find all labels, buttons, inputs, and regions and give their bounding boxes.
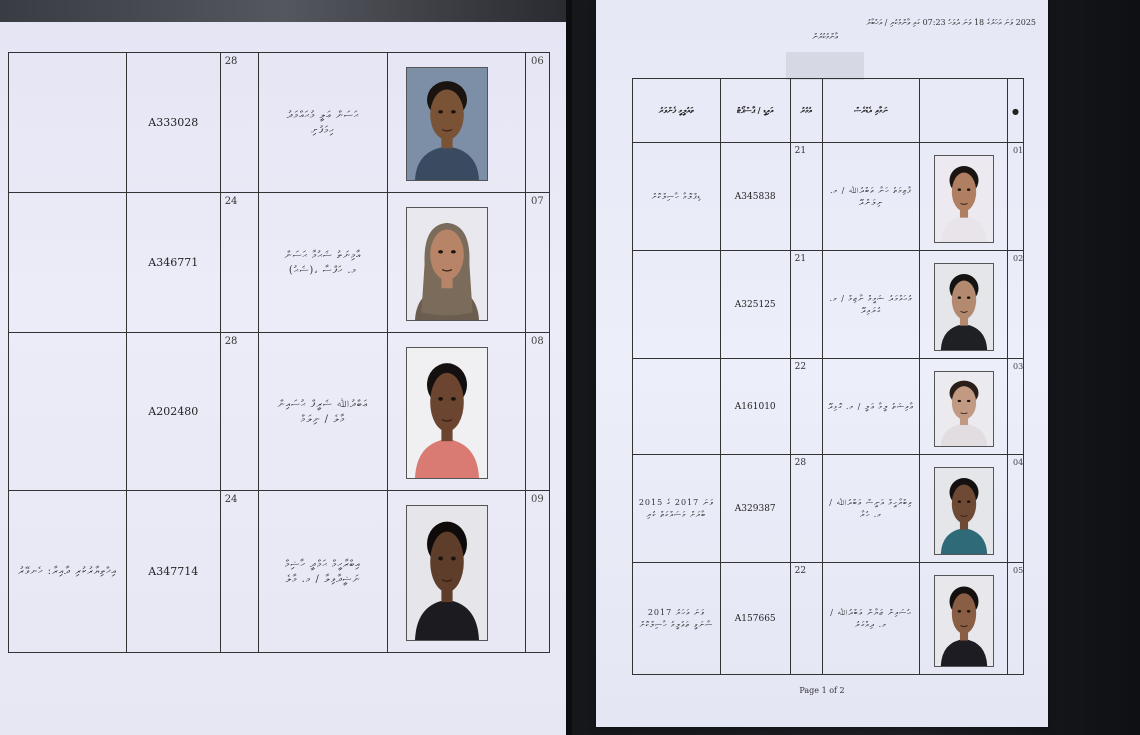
name-cell xyxy=(258,333,388,491)
id-number: A333028 xyxy=(148,116,199,129)
id-cell xyxy=(126,53,220,193)
candidate-name: ފާޠިމަތު ހަނާ ޢަބްދުﷲ / މ. ނިލަންދޫ xyxy=(829,185,912,207)
age-cell xyxy=(790,143,822,251)
remarks-cell xyxy=(633,455,721,563)
row-number: 09 xyxy=(531,494,544,505)
col-photo-header xyxy=(920,79,1008,143)
photo-cell xyxy=(388,193,526,333)
age-cell xyxy=(790,563,822,675)
remarks-cell xyxy=(9,53,127,193)
id-number: A202480 xyxy=(148,405,199,418)
id-cell xyxy=(720,359,790,455)
candidate-photo xyxy=(934,575,994,667)
age-cell xyxy=(220,193,258,333)
table-row xyxy=(633,359,1024,455)
table-row xyxy=(633,143,1024,251)
photo-cell xyxy=(388,491,526,653)
remarks-text: 2017 ވަނަ އަހަރު ސާނަވީ ތަޢުލީމު ހާސިލްކޮށް xyxy=(639,607,714,629)
table-row xyxy=(9,333,550,491)
id-number: A325125 xyxy=(734,299,776,310)
row-number: 03 xyxy=(1013,362,1024,371)
right-candidate-table xyxy=(632,78,1024,675)
candidate-photo xyxy=(406,505,488,641)
id-cell xyxy=(126,333,220,491)
id-number: A347714 xyxy=(148,565,199,578)
table-row xyxy=(633,563,1024,675)
number-cell xyxy=(1008,251,1024,359)
remarks-cell xyxy=(633,563,721,675)
candidate-address: މާލެ / ނިލަމް xyxy=(300,413,346,425)
id-cell xyxy=(720,143,790,251)
remarks-cell xyxy=(633,359,721,455)
number-cell xyxy=(526,333,550,491)
candidate-photo xyxy=(406,347,488,479)
name-cell xyxy=(258,491,388,653)
redacted-box xyxy=(786,52,864,80)
age-value: 21 xyxy=(794,146,807,156)
remarks-cell xyxy=(633,143,721,251)
number-cell xyxy=(1008,143,1024,251)
candidate-photo xyxy=(934,371,994,447)
number-cell xyxy=(1008,563,1024,675)
page-footer: Page 1 of 2 xyxy=(799,686,845,695)
candidate-name: ޙުސައިން ޒަޔާން ޢަބްދުﷲ / މ. ދިއްގަރު xyxy=(830,607,912,629)
candidate-name: އާމިނަތު ޝަޙުމާ ޙަސަން xyxy=(284,249,362,261)
age-value: 28 xyxy=(224,336,238,347)
number-cell xyxy=(526,193,550,333)
row-number: 01 xyxy=(1013,146,1024,155)
row-number: 08 xyxy=(531,336,544,347)
name-cell xyxy=(258,193,388,333)
number-cell xyxy=(526,491,550,653)
id-number: A345838 xyxy=(734,191,776,202)
candidate-name: އިބްރާހީމް ޙަމްދީ ހާޝިމް xyxy=(285,558,361,570)
remarks-cell xyxy=(9,491,127,653)
candidate-photo xyxy=(934,467,994,555)
name-cell xyxy=(258,53,388,193)
candidate-photo xyxy=(934,263,994,351)
age-value: 22 xyxy=(794,362,807,372)
header-text: 2025 ވަނަ އަހަރުގެ 18 ވަނަ ދުވަހު 07:23 ގައި ޢާންމުކުރި / އަޚްބާރު xyxy=(866,18,1036,27)
row-number: 04 xyxy=(1013,458,1024,467)
row-number: 06 xyxy=(531,56,544,67)
col-id-header: އައިޑީ / ޕާސްޕޯޓް xyxy=(720,79,790,143)
name-cell xyxy=(822,563,920,675)
table-row xyxy=(9,193,550,333)
age-value: 22 xyxy=(794,566,807,576)
number-cell xyxy=(526,53,550,193)
row-number: 02 xyxy=(1013,254,1024,263)
remarks-cell xyxy=(9,193,127,333)
age-cell xyxy=(790,359,822,455)
col-age-header: އުމުރު xyxy=(790,79,822,143)
age-value: 28 xyxy=(794,458,807,468)
name-cell xyxy=(822,251,920,359)
candidate-address: (ޝަޙު)، މ. ހަފްސާ xyxy=(288,264,358,276)
id-cell xyxy=(720,455,790,563)
photo-cell xyxy=(920,143,1008,251)
candidate-name: އިބްރާހީމް އަނީސް ޢަބްދުﷲ / މ. ހުރާ xyxy=(829,497,913,519)
photo-cell xyxy=(920,455,1008,563)
age-cell xyxy=(790,455,822,563)
candidate-address: ނަޝީދާވިލާ / މ. މާލެ xyxy=(285,573,361,585)
row-number: 05 xyxy=(1013,566,1024,575)
id-cell xyxy=(126,491,220,653)
candidate-address: ހިމަފުށި xyxy=(311,124,335,136)
id-cell xyxy=(720,563,790,675)
left-candidate-table xyxy=(8,52,550,653)
id-cell xyxy=(126,193,220,333)
photo-cell xyxy=(920,251,1008,359)
candidate-name: ޢަބްދުﷲ ޝަރީފް ޙުސައިން xyxy=(277,398,369,410)
page-divider xyxy=(566,0,572,735)
name-cell xyxy=(822,359,920,455)
id-number: A161010 xyxy=(734,401,776,412)
table-row xyxy=(633,251,1024,359)
left-page-top-shadow xyxy=(0,0,566,22)
age-cell xyxy=(220,491,258,653)
age-cell xyxy=(790,251,822,359)
age-cell xyxy=(220,53,258,193)
col-no-header: ● xyxy=(1008,79,1024,143)
age-value: 24 xyxy=(224,494,238,505)
candidate-name: ޢާއިޝަތު ލީމާ ޢަލީ / މ. ގޮޅިދޫ xyxy=(827,401,915,411)
id-number: A346771 xyxy=(148,256,199,269)
age-value: 21 xyxy=(794,254,807,264)
name-cell xyxy=(822,455,920,563)
row-number: 07 xyxy=(531,196,544,207)
age-cell xyxy=(220,333,258,491)
age-value: 24 xyxy=(224,196,238,207)
id-number: A329387 xyxy=(734,503,776,514)
candidate-photo xyxy=(934,155,994,243)
right-document-page xyxy=(596,0,1048,727)
number-cell xyxy=(1008,359,1024,455)
candidate-photo xyxy=(406,207,488,321)
photo-cell xyxy=(388,333,526,491)
candidate-photo xyxy=(406,67,488,181)
remarks-cell xyxy=(633,251,721,359)
candidate-name: މުޙައްމަދު ޝަމީމް ނާޒިމް / މ. ގުރައިދޫ xyxy=(829,293,913,315)
table-row xyxy=(633,455,1024,563)
col-name-header: ނަމާއި އެޑްރެސް xyxy=(822,79,920,143)
remarks-text: އިޚްތިޔާރުކުރި ދާއިރާ: ހެނވޭރު xyxy=(18,566,117,577)
remarks-cell xyxy=(9,333,127,491)
header-subtext: ޢާންމުކުރުން xyxy=(812,32,838,41)
remarks-text: 2015 ވަނަ 2017 ގެ ބާރަށް މަސައްކަތް ކުރި xyxy=(638,497,714,519)
table-header-row xyxy=(633,79,1024,143)
remarks-text: ޑިޕްލޮމާ ހާސިލްކޮށް xyxy=(651,191,702,201)
photo-cell xyxy=(920,563,1008,675)
candidate-name: ޙަސަން ޢަލީ މުޙައްމަދު xyxy=(286,109,360,121)
id-number: A157665 xyxy=(734,613,776,624)
age-value: 28 xyxy=(224,56,238,67)
name-cell xyxy=(822,143,920,251)
left-document-page xyxy=(0,0,566,735)
col-remarks-header: ތައުލީމީ ފެންވަރު xyxy=(633,79,721,143)
photo-cell xyxy=(388,53,526,193)
photo-cell xyxy=(920,359,1008,455)
table-row xyxy=(9,53,550,193)
id-cell xyxy=(720,251,790,359)
number-cell xyxy=(1008,455,1024,563)
table-row xyxy=(9,491,550,653)
